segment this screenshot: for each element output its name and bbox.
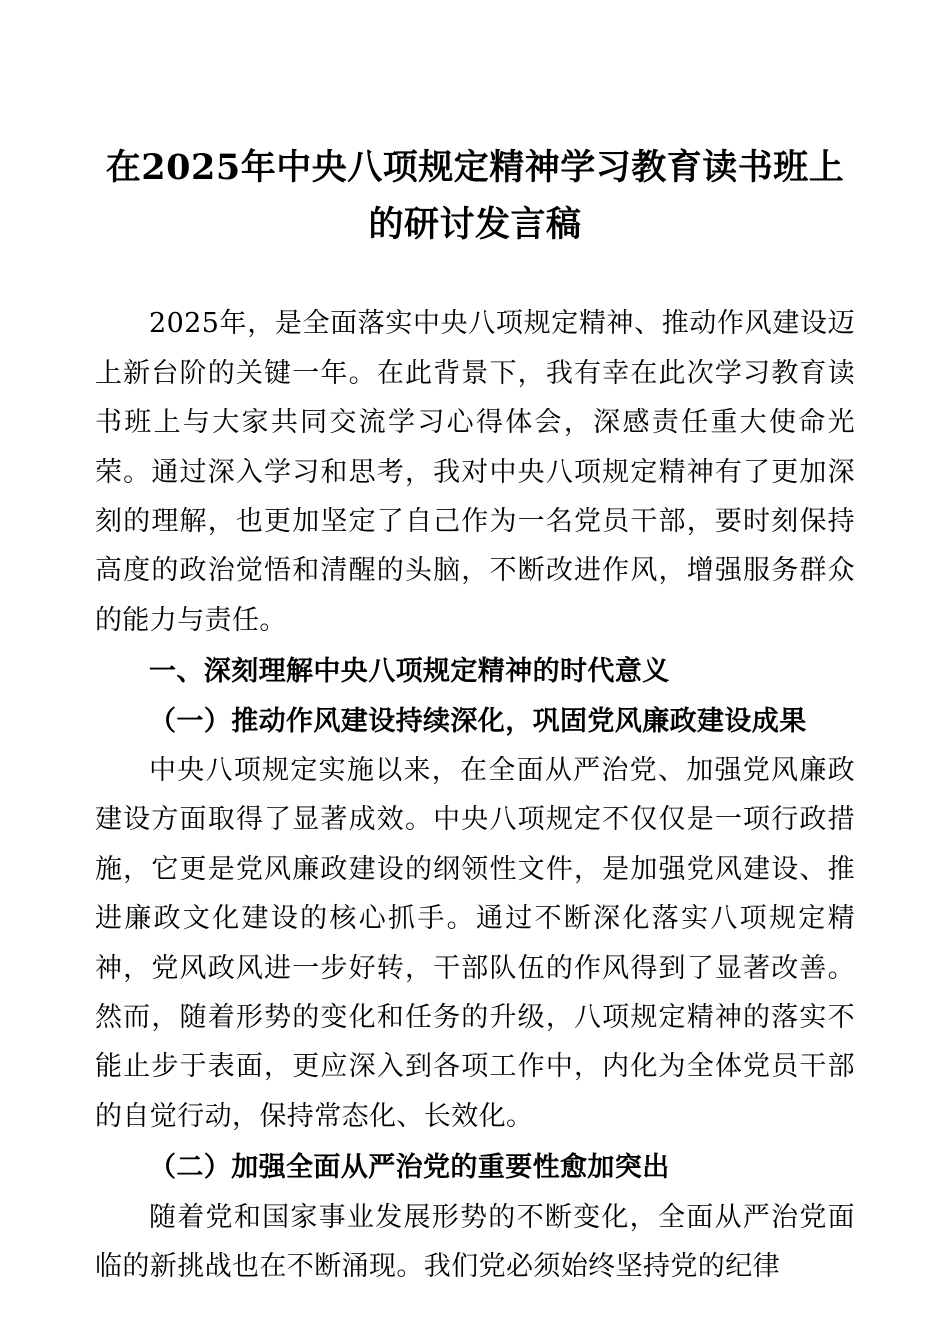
page-title: 在2025年中央八项规定精神学习教育读书班上的研讨发言稿	[105, 147, 845, 245]
body-paragraph: 中央八项规定实施以来，在全面从严治党、加强党风廉政建设方面取得了显著成效。中央八项规定不仅仅是一项行政措施，它更是党风廉政建设的纲领性文件，是加强党风建设、推进廉政文化建设的核心抓手。通过不断深化落实八项规定精神，党风政风进一步好转，干部队伍的作风得到了显著改善。然而，随着形势的变化和任务的升级，八项规定精神的落实不能止步于表面，更应深入到各项工作中，内化为全体党员干部的自觉行动，保持常态化、长效化。	[95, 755, 855, 1132]
body-paragraph: 随着党和国家事业发展形势的不断变化，全面从严治党面临的新挑战也在不断涌现。我们党必须始终坚持党的纪律	[95, 1201, 855, 1283]
subsection-heading: （一）推动作风建设持续深化，巩固党风廉政建设成果	[149, 705, 807, 737]
section-heading: 一、深刻理解中央八项规定精神的时代意义	[149, 656, 670, 688]
body-paragraph: 2025年，是全面落实中央八项规定精神、推动作风建设迈上新台阶的关键一年。在此背景下，我有幸在此次学习教育读书班上与大家共同交流学习心得体会，深感责任重大使命光荣。通过深入学习和思考，我对中央八项规定精神有了更加深刻的理解，也更加坚定了自己作为一名党员干部，要时刻保持高度的政治觉悟和清醒的头脑，不断改进作风，增强服务群众的能力与责任。	[95, 308, 855, 636]
subsection-heading: （二）加强全面从严治党的重要性愈加突出	[149, 1152, 670, 1184]
